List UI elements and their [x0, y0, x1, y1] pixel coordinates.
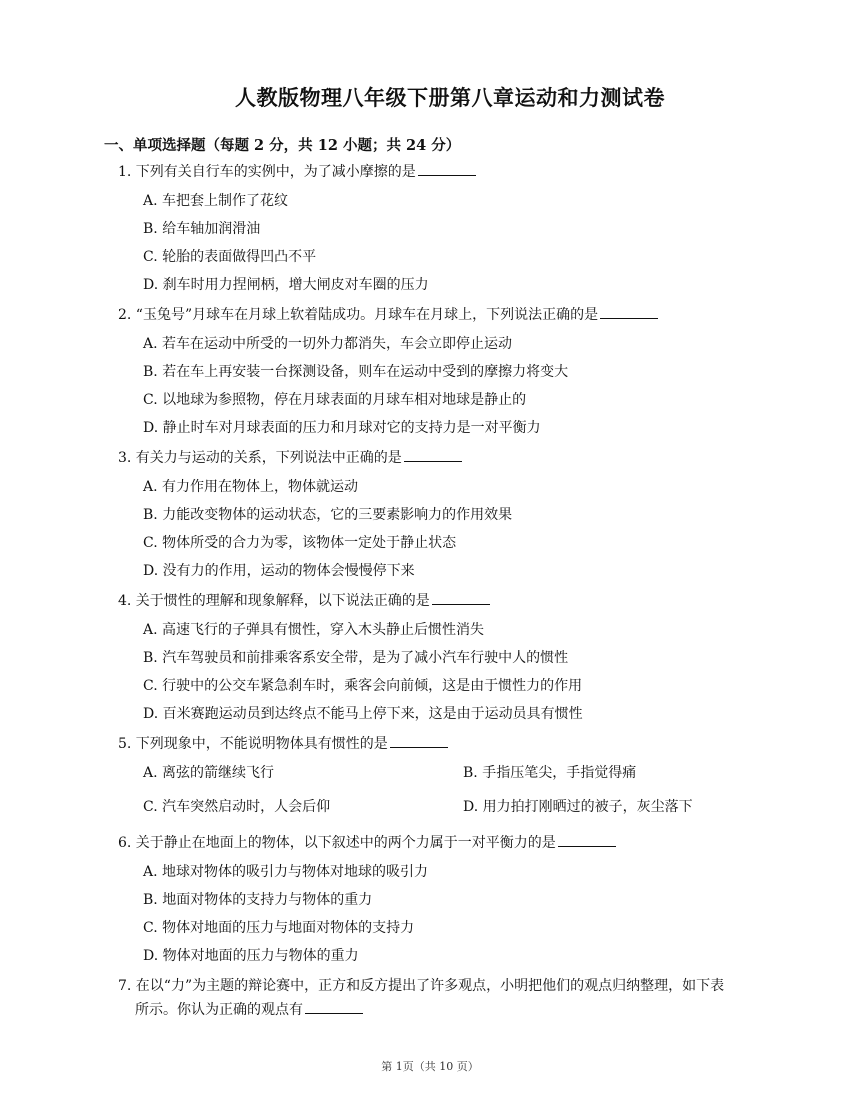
answer-blank	[390, 733, 448, 748]
option-d: D. 用力拍打刚晒过的被子，灰尘落下	[463, 799, 693, 815]
option-a: A. 离弦的箭继续飞行	[143, 765, 275, 781]
question-stem	[118, 589, 768, 613]
option-a: A. 车把套上制作了花纹	[143, 193, 289, 209]
section-heading: 一、单项选择题（每题 2 分，共 12 小题；共 24 分）	[104, 137, 461, 154]
stem-text-line-1: 7. 在以“力”为主题的辩论赛中，正方和反方提出了许多观点，小明把他们的观点归纳整理，如下表	[118, 978, 725, 994]
option-d: D. 百米赛跑运动员到达终点不能马上停下来，这是由于运动员具有惯性	[143, 706, 583, 722]
stem-text-line-2: 所示。你认为正确的观点有	[135, 1002, 303, 1018]
answer-blank	[432, 590, 490, 605]
page-footer: 第 1页（共 10 页）	[381, 1060, 479, 1073]
question-1	[118, 160, 768, 296]
option-b: B. 给车轴加润滑油	[143, 221, 261, 237]
question-stem	[118, 974, 768, 1022]
option-c: C. 轮胎的表面做得凹凸不平	[143, 249, 317, 265]
option-d: D. 没有力的作用，运动的物体会慢慢停下来	[143, 563, 415, 579]
question-4	[118, 589, 768, 725]
stem-text-line-2-wrap	[118, 998, 768, 1022]
option-a: A. 地球对物体的吸引力与物体对地球的吸引力	[143, 864, 429, 880]
stem-text: 4. 关于惯性的理解和现象解释，以下说法正确的是	[118, 593, 430, 609]
option-b: B. 汽车驾驶员和前排乘客系安全带，是为了减小汽车行驶中人的惯性	[143, 650, 569, 666]
question-stem	[118, 160, 768, 184]
question-stem	[118, 303, 768, 327]
option-d: D. 刹车时用力捏闸柄，增大闸皮对车圈的压力	[143, 277, 429, 293]
option-d: D. 物体对地面的压力与物体的重力	[143, 948, 359, 964]
question-5	[118, 732, 768, 824]
question-stem	[118, 446, 768, 470]
option-b: B. 手指压笔尖，手指觉得痛	[463, 765, 637, 781]
page-title: 人教版物理八年级下册第八章运动和力测试卷	[235, 85, 665, 110]
question-2	[118, 303, 768, 439]
answer-blank	[558, 832, 616, 847]
question-6	[118, 831, 768, 967]
option-a: A. 高速飞行的子弹具有惯性，穿入木头静止后惯性消失	[143, 622, 485, 638]
option-d: D. 静止时车对月球表面的压力和月球对它的支持力是一对平衡力	[143, 420, 541, 436]
stem-text: 3. 有关力与运动的关系，下列说法中正确的是	[118, 450, 402, 466]
answer-blank	[305, 999, 363, 1014]
question-stem	[118, 732, 768, 756]
option-c: C. 行驶中的公交车紧急刹车时，乘客会向前倾，这是由于惯性力的作用	[143, 678, 583, 694]
stem-text: 6. 关于静止在地面上的物体，以下叙述中的两个力属于一对平衡力的是	[118, 835, 556, 851]
question-stem	[118, 831, 768, 855]
option-c: C. 物体所受的合力为零，该物体一定处于静止状态	[143, 535, 457, 551]
stem-text: 2. “玉兔号”月球车在月球上软着陆成功。月球车在月球上，下列说法正确的是	[118, 307, 599, 323]
option-b: B. 力能改变物体的运动状态，它的三要素影响力的作用效果	[143, 507, 513, 523]
option-b: B. 地面对物体的支持力与物体的重力	[143, 892, 373, 908]
options-grid	[118, 756, 768, 824]
stem-text: 5. 下列现象中，不能说明物体具有惯性的是	[118, 736, 388, 752]
answer-blank	[404, 447, 462, 462]
question-3	[118, 446, 768, 582]
answer-blank	[600, 304, 658, 319]
option-c: C. 物体对地面的压力与地面对物体的支持力	[143, 920, 415, 936]
option-a: A. 若车在运动中所受的一切外力都消失，车会立即停止运动	[143, 336, 513, 352]
question-list	[118, 160, 768, 1029]
option-a: A. 有力作用在物体上，物体就运动	[143, 479, 359, 495]
answer-blank	[418, 161, 476, 176]
option-b: B. 若在车上再安装一台探测设备，则车在运动中受到的摩擦力将变大	[143, 364, 569, 380]
option-c: C. 以地球为参照物，停在月球表面的月球车相对地球是静止的	[143, 392, 527, 408]
question-7	[118, 974, 768, 1022]
stem-text: 1. 下列有关自行车的实例中，为了减小摩擦的是	[118, 164, 416, 180]
option-c: C. 汽车突然启动时，人会后仰	[143, 799, 331, 815]
